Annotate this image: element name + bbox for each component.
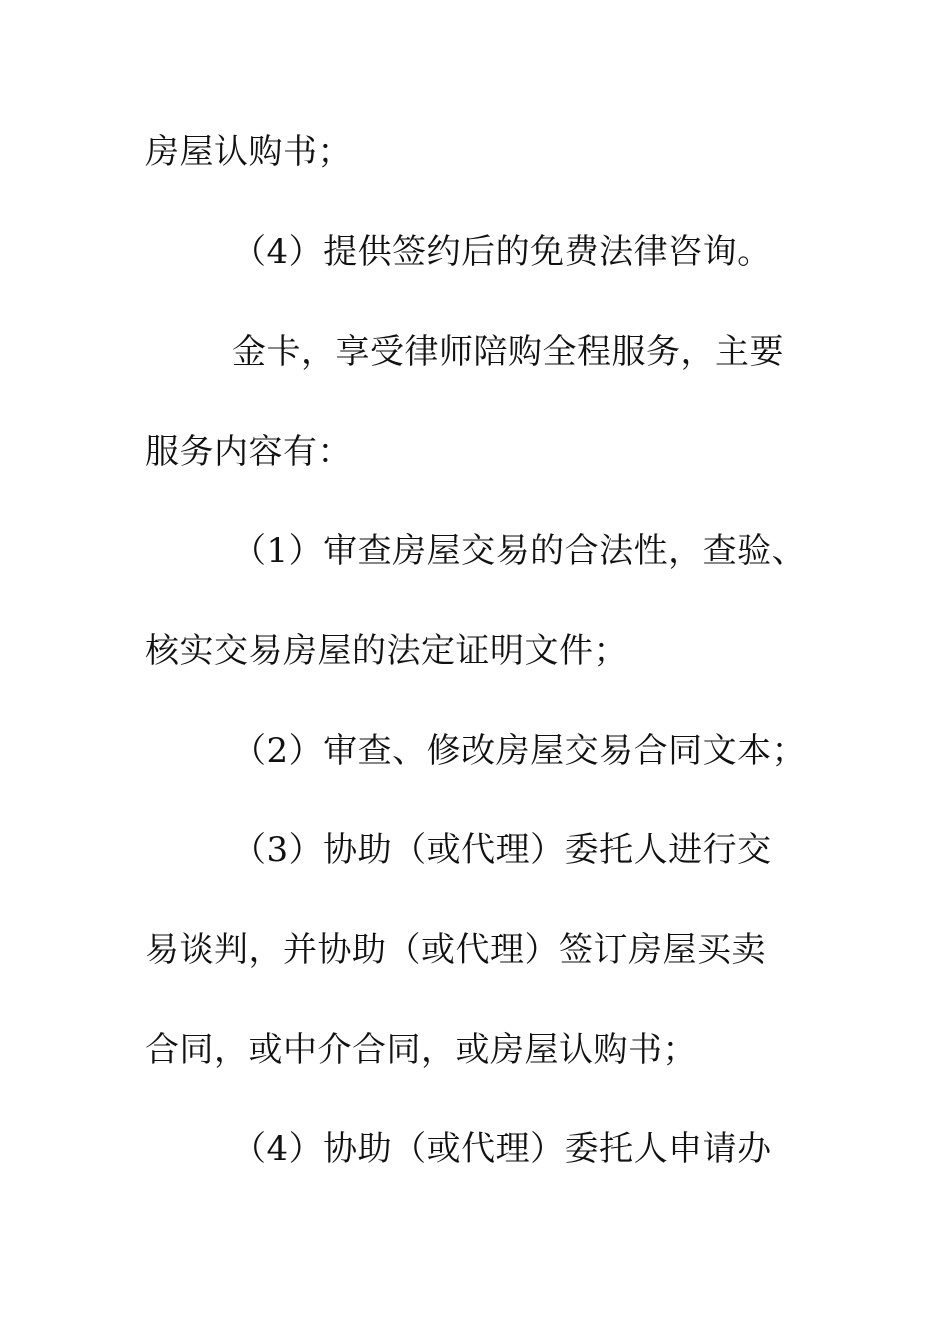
text-line: （4）协助（或代理）委托人申请办 — [232, 1129, 772, 1169]
text-line: （3）协助（或代理）委托人进行交 — [232, 830, 772, 870]
text-line: 金卡，享受律师陪购全程服务，主要 — [232, 332, 784, 372]
text-line: 核实交易房屋的法定证明文件； — [145, 631, 628, 671]
text-line: 合同，或中介合同，或房屋认购书； — [145, 1030, 697, 1070]
text-line: （2）审查、修改房屋交易合同文本； — [232, 731, 807, 771]
text-line: （4）提供签约后的免费法律咨询。 — [232, 232, 772, 272]
text-line: （1）审查房屋交易的合法性，查验、 — [232, 531, 807, 571]
text-line: 房屋认购书； — [145, 132, 352, 172]
text-line: 服务内容有： — [145, 432, 352, 472]
text-line: 易谈判，并协助（或代理）签订房屋买卖 — [145, 930, 766, 970]
